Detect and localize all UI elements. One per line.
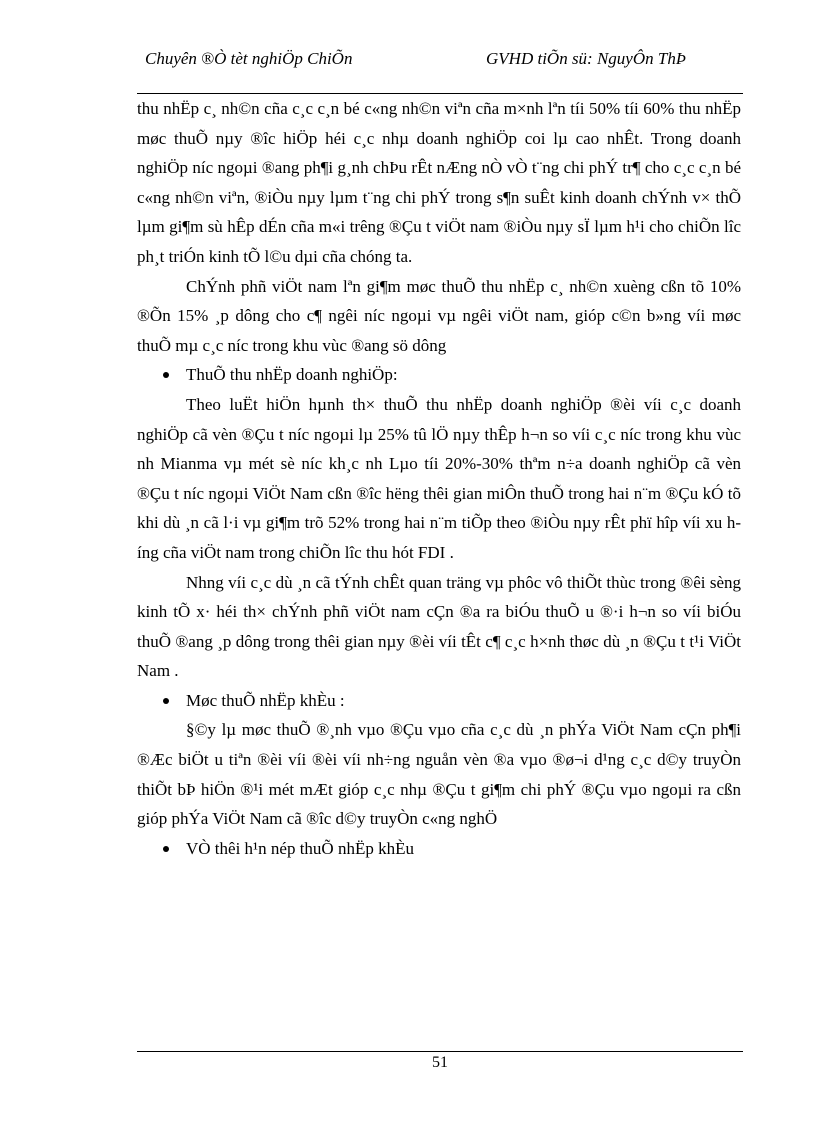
bullet-icon bbox=[137, 360, 186, 390]
page-header bbox=[137, 48, 743, 92]
document-body bbox=[137, 94, 741, 863]
page-number: 51 bbox=[432, 1054, 448, 1071]
bullet-item bbox=[137, 686, 741, 716]
bullet-text: Møc thuÕ nhËp khÈu : bbox=[186, 690, 345, 710]
bullet-item bbox=[137, 834, 741, 864]
bullet-text: VÒ thêi h¹n nép thuÕ nhËp khÈu bbox=[186, 838, 414, 858]
header-supervisor: GVHD tiÕn sü: NguyÔn ThÞ bbox=[486, 49, 687, 68]
bullet-item bbox=[137, 360, 741, 390]
bullet-icon bbox=[137, 834, 186, 864]
bullet-icon bbox=[137, 686, 186, 716]
paragraph: Theo luËt hiÖn hµnh th× thuÕ thu nhËp doanh nghiÖp ®èi víi c¸c doanh nghiÖp cã vèn ®Çu t níc ngoµi lµ 25% tû lÖ nµy thÊp h¬n so víi c¸c níc trong khu vùc nh Mianma vµ mét sè níc kh¸c nh Lµo tíi 20%-30% thªm n÷a doanh nghiÖp cã vèn ®Çu t níc ngoµi ViÖt Nam cßn ®îc hëng thêi gian miÔn thuÕ trong hai n¨m ®Çu kÓ tõ khi dù ¸n cã l·i vµ gi¶m trõ 52% trong hai n¨m tiÕp theo ®iÒu nµy rÊt phï hîp víi xu híng cña viÖt nam trong chiÕn lîc thu hót FDI . bbox=[137, 394, 741, 562]
header-topic: Chuyên ®Ò tèt nghiÖp ChiÕn bbox=[145, 49, 353, 68]
footer-divider bbox=[137, 1051, 743, 1052]
paragraph-continued: thu nhËp c¸ nh©n cña c¸c c¸n bé c«ng nh©n viªn cña m×nh lªn tíi 50% tíi 60% thu nhËp møc thuÕ nµy ®îc hiÖp héi c¸c nhµ doanh nghiÖp coi lµ cao nhÊt. Trong doanh nghiÖp níc ngoµi ®ang ph¶i g¸nh chÞu rÊt nÆng nÒ vÒ t¨ng chi phÝ tr¶ cho c¸c c¸n bé c«ng nh©n viªn, ®iÒu nµy lµm t¨ng chi phÝ trong s¶n suÊt kinh doanh chÝnh v× thÕ lµm gi¶m sù hÊp dÉn cña m«i trêng ®Çu t viÖt nam ®iÒu nµy sÏ lµm h¹i cho chiÕn lîc ph¸t triÓn kinh tÕ l©u dµi cña chóng ta. bbox=[137, 99, 741, 266]
paragraph: Nhng víi c¸c dù ¸n cã tÝnh chÊt quan träng vµ phôc vô thiÕt thùc trong ®êi sèng kinh tÕ x· héi th× chÝnh phñ viÖt nam cÇn ®a ra biÓu thuÕ u ®·i h¬n so víi biÓu thuÕ ®ang ¸p dông trong thêi gian nµy ®èi víi tÊt c¶ c¸c h×nh thøc dù ¸n ®Çu t t¹i ViÖt Nam . bbox=[137, 572, 741, 681]
paragraph: ChÝnh phñ viÖt nam lªn gi¶m møc thuÕ thu nhËp c¸ nh©n xuèng cßn tõ 10% ®Õn 15% ¸p dông cho c¶ ngêi níc ngoµi vµ ngêi viÖt nam, gióp c©n b»ng víi møc thuÕ mµ c¸c níc trong khu vùc ®ang sö dông bbox=[137, 276, 741, 355]
paragraph: §©y lµ møc thuÕ ®¸nh vµo ®Çu vµo cña c¸c dù ¸n phÝa ViÖt Nam cÇn ph¶i ®Æc biÖt u tiªn ®èi víi ®èi víi nh÷ng nguån vèn ®a vµo ®ø¬i d¹ng c¸c d©y truyÒn thiÕt bÞ hiÖn ®¹i mét mÆt gióp c¸c nhµ ®Çu t gi¶m chi phÝ ®Çu vµo ngoµi ra cßn gióp phÝa ViÖt Nam cã ®îc d©y truyÒn c«ng nghÖ bbox=[137, 720, 741, 829]
bullet-text: ThuÕ thu nhËp doanh nghiÖp: bbox=[186, 365, 398, 385]
